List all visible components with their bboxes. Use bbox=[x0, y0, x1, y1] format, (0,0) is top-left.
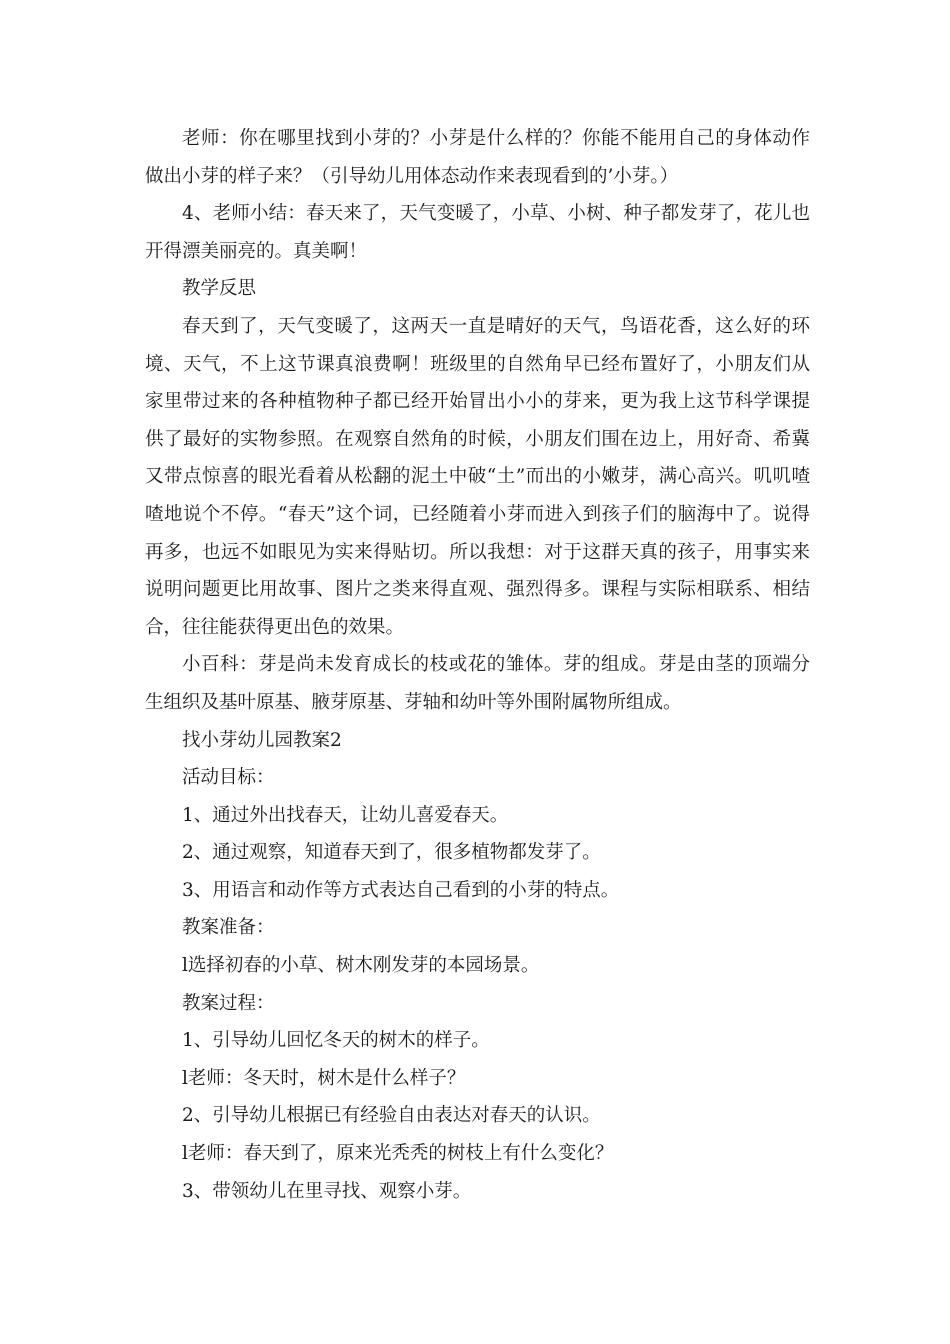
list-item-process-2: 2、引导幼儿根据已有经验自由表达对春天的认识。 bbox=[182, 1105, 601, 1127]
paragraph-reflection: 春天到了，天气变暖了，这两天一直是晴好的天气，鸟语花香，这么好的环境、天气，不上这节课真浪费啊！班级里的自然角早已经布置好了，小朋友们从家里带过来的各种植物种子都已经开始冒出小小的芽来，更为我上这节科学课提供了最好的实物参照。在观察自然角的时候，小朋友们围在边上，用好奇、希冀又带点惊喜的眼光看着从松翻的泥土中破“土”而出的小嫩芽，满心高兴。叽叽喳喳地说个不停。“春天”这个词，已经随着小芽而进入到孩子们的脑海中了。说得再多，也远不如眼见为实来得贴切。所以我想：对于这群天真的孩子，用事实来说明问题更比用故事、图片之类来得直观、强烈得多。课程与实际相联系、相结合，往往能获得更出色的效果。 bbox=[145, 315, 810, 638]
document-body bbox=[145, 120, 810, 1210]
paragraph-encyclopedia: 小百科：芽是尚未发育成长的枝或花的雏体。芽的组成。芽是由茎的顶端分生组织及基叶原基、腋芽原基、芽轴和幼叶等外围附属物所组成。 bbox=[145, 654, 810, 713]
heading-process: 教案过程： bbox=[182, 992, 275, 1014]
list-item-goal-3: 3、用语言和动作等方式表达自己看到的小芽的特点。 bbox=[182, 879, 620, 901]
list-item-preparation-1: l选择初春的小草、树木刚发芽的本园场景。 bbox=[182, 955, 540, 977]
list-item-process-1-question: l老师：冬天时，树木是什么样子？ bbox=[182, 1067, 466, 1089]
list-item-goal-2: 2、通过观察，知道春天到了，很多植物都发芽了。 bbox=[182, 842, 601, 864]
paragraph-teacher-summary: 4、老师小结：春天来了，天气变暖了，小草、小树、种子都发芽了，花儿也开得漂美丽亮的。真美啊！ bbox=[145, 203, 810, 262]
list-item-process-3: 3、带领幼儿在里寻找、观察小芽。 bbox=[182, 1180, 472, 1202]
list-item-process-2-question: l老师：春天到了，原来光秃秃的树枝上有什么变化？ bbox=[182, 1143, 614, 1165]
list-item-goal-1: 1、通过外出找春天，让幼儿喜爱春天。 bbox=[182, 804, 509, 826]
paragraph-teacher-question: 老师：你在哪里找到小芽的？小芽是什么样的？你能不能用自己的身体动作做出小芽的样子来？（引导幼儿用体态动作来表现看到的’小芽。） bbox=[145, 128, 810, 187]
heading-lesson-plan-2: 找小芽幼儿园教案2 bbox=[182, 729, 342, 751]
heading-teaching-reflection: 教学反思 bbox=[182, 278, 257, 300]
heading-preparation: 教案准备： bbox=[182, 917, 275, 939]
heading-activity-goals: 活动目标： bbox=[182, 767, 275, 789]
list-item-process-1: 1、引导幼儿回忆冬天的树木的样子。 bbox=[182, 1030, 490, 1052]
